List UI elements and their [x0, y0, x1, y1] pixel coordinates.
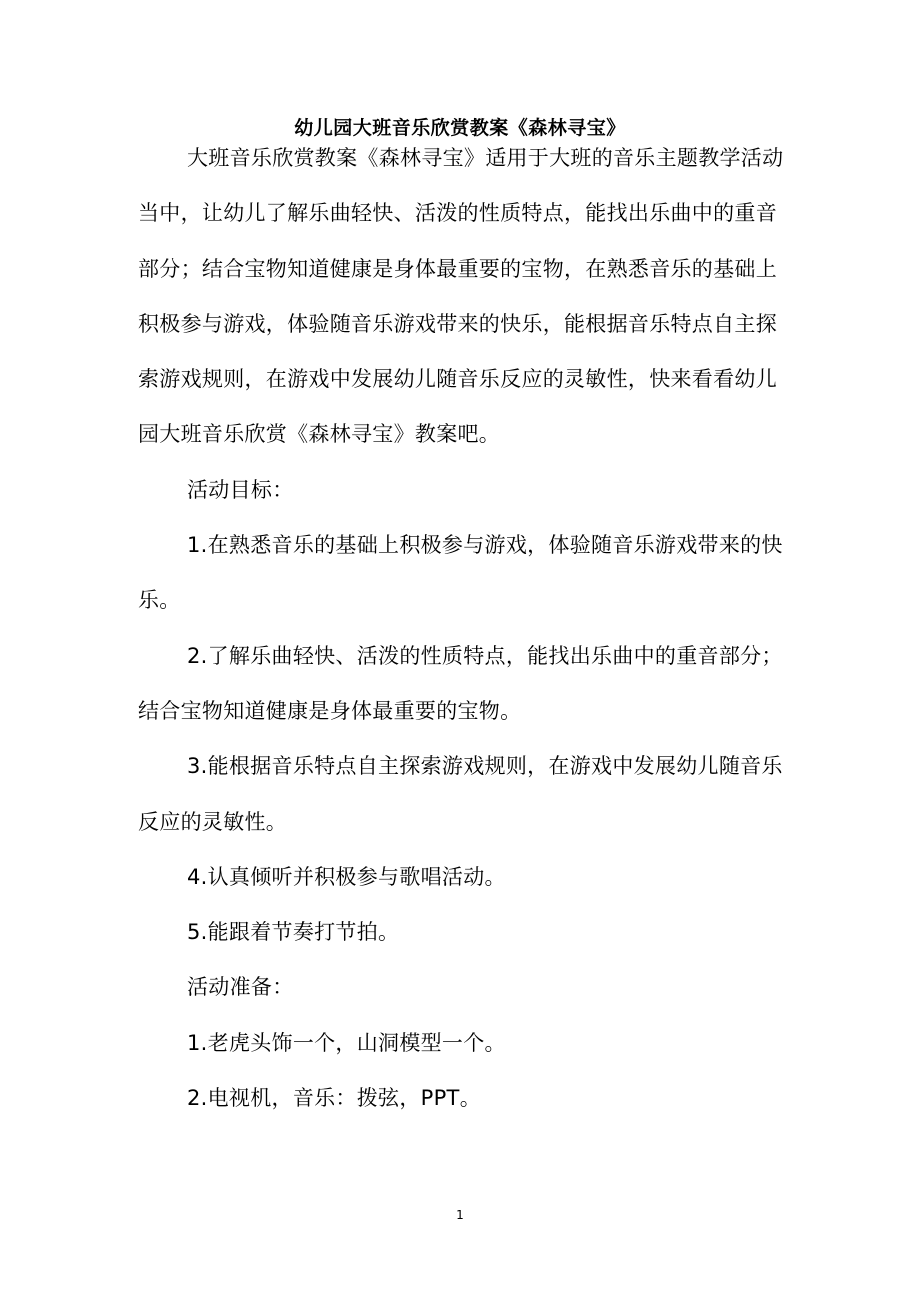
paragraph — [138, 1080, 798, 1135]
page-number: 1 — [456, 1208, 464, 1222]
paragraph — [138, 914, 798, 969]
text-line: 1.老虎头饰一个，山洞模型一个。 — [187, 1030, 506, 1055]
text-line: 活动准备： — [187, 975, 294, 1000]
paragraph — [138, 748, 798, 859]
document-body — [138, 140, 798, 1135]
text-line: 索游戏规则，在游戏中发展幼儿随音乐反应的灵敏性，快来看看幼儿 — [138, 367, 777, 392]
text-line: 乐。 — [138, 588, 181, 613]
text-line: 2.了解乐曲轻快、活泼的性质特点，能找出乐曲中的重音部分； — [187, 643, 783, 668]
paragraph — [138, 472, 798, 527]
paragraph — [138, 527, 798, 638]
text-line: 当中，让幼儿了解乐曲轻快、活泼的性质特点，能找出乐曲中的重音 — [138, 201, 777, 226]
paragraph — [138, 1025, 798, 1080]
text-line: 结合宝物知道健康是身体最重要的宝物。 — [138, 698, 522, 723]
text-line: 园大班音乐欣赏《森林寻宝》教案吧。 — [138, 422, 501, 447]
paragraph — [138, 140, 798, 472]
text-line: 4.认真倾听并积极参与歌唱活动。 — [187, 864, 506, 889]
text-line: 1.在熟悉音乐的基础上积极参与游戏，体验随音乐游戏带来的快 — [187, 533, 783, 558]
text-line: 积极参与游戏，体验随音乐游戏带来的快乐，能根据音乐特点自主探 — [138, 311, 777, 336]
text-line: 大班音乐欣赏教案《森林寻宝》适用于大班的音乐主题教学活动 — [187, 146, 784, 170]
paragraph — [138, 969, 798, 1024]
text-line: 2.电视机，音乐：拨弦，PPT。 — [187, 1086, 481, 1111]
text-line: 反应的灵敏性。 — [138, 809, 288, 834]
text-line: 5.能跟着节奏打节拍。 — [187, 920, 400, 945]
paragraph — [138, 638, 798, 749]
paragraph — [138, 859, 798, 914]
text-line: 活动目标： — [187, 477, 294, 502]
document-title: 幼儿园大班音乐欣赏教案《森林寻宝》 — [294, 117, 626, 139]
text-line: 3.能根据音乐特点自主探索游戏规则，在游戏中发展幼儿随音乐 — [187, 754, 783, 779]
text-line: 部分；结合宝物知道健康是身体最重要的宝物，在熟悉音乐的基础上 — [138, 256, 777, 281]
